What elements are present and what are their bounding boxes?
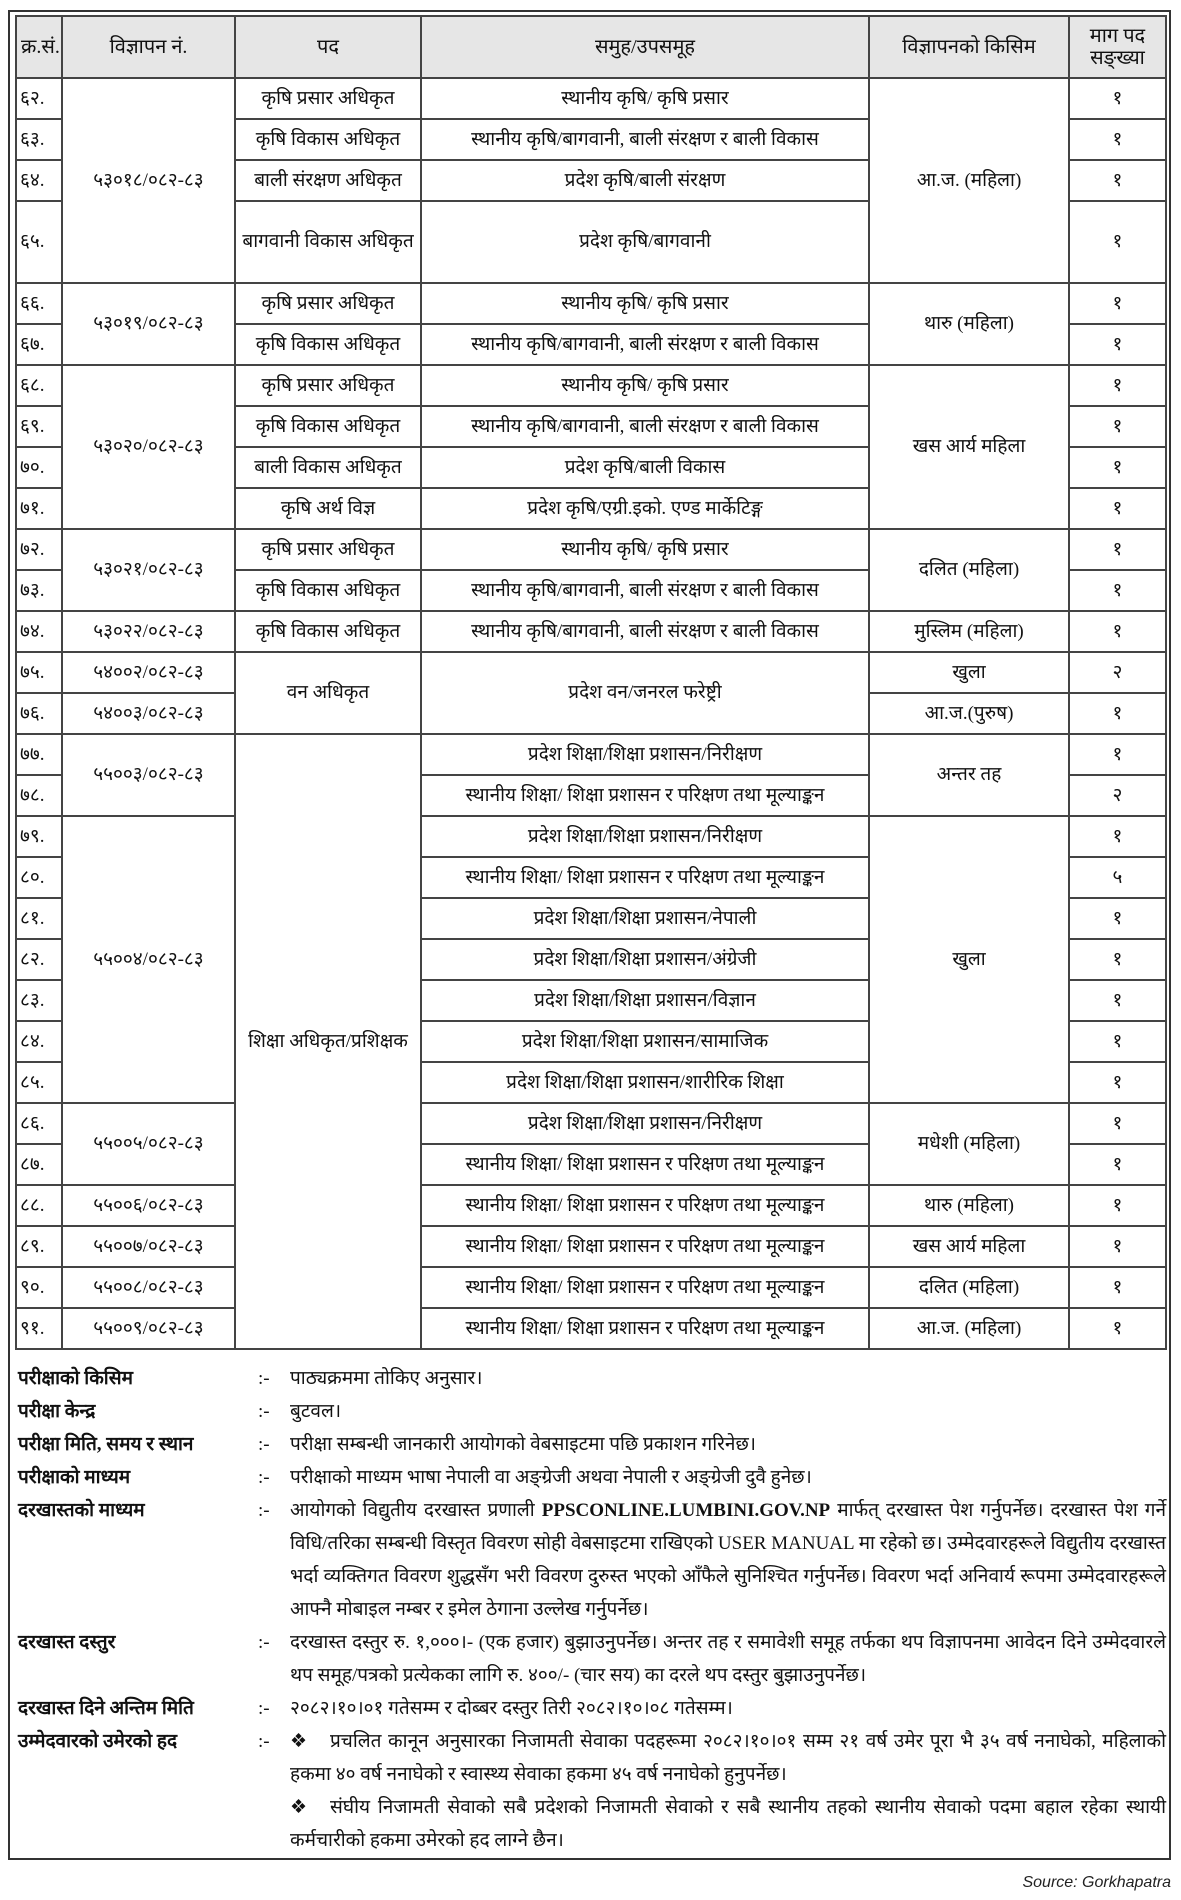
post-count-cell: २ <box>1069 652 1166 693</box>
serial-number-cell: ६३. <box>16 119 62 160</box>
group-cell: प्रदेश कृषि/बाली विकास <box>421 447 869 488</box>
post-count-cell: ५ <box>1069 857 1166 898</box>
group-cell: स्थानीय कृषि/ कृषि प्रसार <box>421 283 869 324</box>
post-cell: कृषि प्रसार अधिकृत <box>235 78 421 119</box>
post-count-cell: १ <box>1069 1103 1166 1144</box>
group-cell: स्थानीय शिक्षा/ शिक्षा प्रशासन र परिक्षण तथा मूल्याङ्कन <box>421 1144 869 1185</box>
serial-number-cell: ६२. <box>16 78 62 119</box>
info-colon: :- <box>258 1467 270 1488</box>
post-count-cell: १ <box>1069 1144 1166 1185</box>
info-colon: :- <box>258 1500 270 1521</box>
info-label: उम्मेदवारको उमेरको हद <box>18 1731 178 1752</box>
serial-number-cell: ८०. <box>16 857 62 898</box>
ad-type-cell: मधेशी (महिला) <box>869 1103 1069 1185</box>
group-cell: स्थानीय शिक्षा/ शिक्षा प्रशासन र परिक्षण तथा मूल्याङ्कन <box>421 775 869 816</box>
group-cell: स्थानीय कृषि/बागवानी, बाली संरक्षण र बाली विकास <box>421 570 869 611</box>
info-label: परीक्षाको माध्यम <box>18 1467 131 1488</box>
table-row <box>16 1103 1166 1144</box>
ad-type-cell: थारु (महिला) <box>869 283 1069 365</box>
group-cell: स्थानीय कृषि/ कृषि प्रसार <box>421 78 869 119</box>
post-count-cell: १ <box>1069 570 1166 611</box>
info-application-fee <box>18 1626 1166 1692</box>
table-row <box>16 1308 1166 1349</box>
ad-number-cell: ५५००६/०८२-८३ <box>62 1185 235 1226</box>
age-point-text: संघीय निजामती सेवाको सबै प्रदेशको निजामती सेवाको र सबै स्थानीय तहको स्थानीय सेवाको पदमा बहाल रहेका स्थायी कर्मचारीको हकमा उमेरको हद लाग्ने छैन। <box>290 1797 1166 1851</box>
serial-number-cell: ६७. <box>16 324 62 365</box>
ad-number-cell: ५५००९/०८२-८३ <box>62 1308 235 1349</box>
info-colon: :- <box>258 1698 270 1719</box>
info-label: दरखास्त दिने अन्तिम मिति <box>18 1698 194 1719</box>
group-cell: स्थानीय शिक्षा/ शिक्षा प्रशासन र परिक्षण तथा मूल्याङ्कन <box>421 1226 869 1267</box>
header-post-count: माग पद सङ्ख्या <box>1069 16 1166 78</box>
serial-number-cell: ६५. <box>16 201 62 283</box>
ad-number-cell: ५५००४/०८२-८३ <box>62 816 235 1103</box>
info-exam-schedule <box>18 1428 1166 1461</box>
info-deadline <box>18 1692 1166 1725</box>
post-count-cell: १ <box>1069 406 1166 447</box>
info-value <box>290 1494 1166 1626</box>
post-count-cell: १ <box>1069 1226 1166 1267</box>
group-cell: प्रदेश वन/जनरल फरेष्ट्री <box>421 652 869 734</box>
serial-number-cell: ७३. <box>16 570 62 611</box>
serial-number-cell: ६९. <box>16 406 62 447</box>
table-header-row <box>16 16 1166 78</box>
table-row <box>16 529 1166 570</box>
ad-type-cell: आ.ज. (महिला) <box>869 78 1069 283</box>
ad-type-cell: आ.ज. (महिला) <box>869 1308 1069 1349</box>
ad-number-cell: ५३०२१/०८२-८३ <box>62 529 235 611</box>
post-count-cell: १ <box>1069 488 1166 529</box>
info-label: दरखास्त दस्तुर <box>18 1632 116 1653</box>
info-value: पाठ्यक्रममा तोकिए अनुसार। <box>290 1368 483 1389</box>
info-value: बुटवल। <box>290 1401 342 1422</box>
ad-type-cell: खुला <box>869 816 1069 1103</box>
ad-number-cell: ५३०२०/०८२-८३ <box>62 365 235 529</box>
group-cell: स्थानीय कृषि/बागवानी, बाली संरक्षण र बाली विकास <box>421 324 869 365</box>
info-value: २०८२।१०।०१ गतेसम्म र दोब्बर दस्तुर तिरी २०८२।१०।०८ गतेसम्म। <box>290 1698 733 1719</box>
info-value: परीक्षा सम्बन्धी जानकारी आयोगको वेबसाइटमा पछि प्रकाशन गरिनेछ। <box>290 1434 756 1455</box>
ad-number-cell: ५४००२/०८२-८३ <box>62 652 235 693</box>
info-value: दरखास्त दस्तुर रु. १,०००।- (एक हजार) बुझाउनुपर्नेछ। अन्तर तह र समावेशी समूह तर्फका थप विज्ञापनमा आवेदन दिने उम्मेदवारले थप समूह/पत्रको प्रत्येकका लागि रु. ४००/- (चार सय) का दरले थप दस्तुर बुझाउनुपर्नेछ। <box>290 1632 1166 1686</box>
table-row <box>16 365 1166 406</box>
post-cell: कृषि विकास अधिकृत <box>235 570 421 611</box>
group-cell: स्थानीय कृषि/बागवानी, बाली संरक्षण र बाली विकास <box>421 406 869 447</box>
post-count-cell: १ <box>1069 980 1166 1021</box>
group-cell: स्थानीय कृषि/बागवानी, बाली संरक्षण र बाली विकास <box>421 119 869 160</box>
serial-number-cell: ७७. <box>16 734 62 775</box>
post-count-cell: १ <box>1069 78 1166 119</box>
age-point <box>290 1791 1166 1857</box>
group-cell: प्रदेश शिक्षा/शिक्षा प्रशासन/अंग्रेजी <box>421 939 869 980</box>
ad-number-cell: ५३०१९/०८२-८३ <box>62 283 235 365</box>
ad-number-cell: ५३०१८/०८२-८३ <box>62 78 235 283</box>
post-count-cell: १ <box>1069 734 1166 775</box>
post-count-cell: १ <box>1069 447 1166 488</box>
ad-type-cell: दलित (महिला) <box>869 529 1069 611</box>
serial-number-cell: ६६. <box>16 283 62 324</box>
table-row <box>16 816 1166 857</box>
serial-number-cell: ८७. <box>16 1144 62 1185</box>
header-post: पद <box>235 16 421 78</box>
exam-info <box>18 1362 1166 1857</box>
info-exam-medium <box>18 1461 1166 1494</box>
vacancy-table <box>15 15 1167 1350</box>
serial-number-cell: ७९. <box>16 816 62 857</box>
post-cell: बाली संरक्षण अधिकृत <box>235 160 421 201</box>
ad-number-cell: ५४००३/०८२-८३ <box>62 693 235 734</box>
ad-number-cell: ५५००७/०८२-८३ <box>62 1226 235 1267</box>
group-cell: प्रदेश शिक्षा/शिक्षा प्रशासन/निरीक्षण <box>421 734 869 775</box>
ad-type-cell: खस आर्य महिला <box>869 1226 1069 1267</box>
source-credit: Source: Gorkhapatra <box>1022 1874 1171 1891</box>
group-cell: प्रदेश कृषि/बाली संरक्षण <box>421 160 869 201</box>
post-cell: कृषि विकास अधिकृत <box>235 406 421 447</box>
info-colon: :- <box>258 1434 270 1455</box>
ad-number-cell: ५५००८/०८२-८३ <box>62 1267 235 1308</box>
serial-number-cell: ८९. <box>16 1226 62 1267</box>
serial-number-cell: ८८. <box>16 1185 62 1226</box>
post-count-cell: १ <box>1069 1185 1166 1226</box>
header-serial: क्र.सं. <box>16 16 62 78</box>
table-row <box>16 78 1166 119</box>
serial-number-cell: ७२. <box>16 529 62 570</box>
info-text: आयोगको विद्युतीय दरखास्त प्रणाली <box>290 1500 535 1521</box>
ad-number-cell: ५५००३/०८२-८३ <box>62 734 235 816</box>
group-cell: स्थानीय शिक्षा/ शिक्षा प्रशासन र परिक्षण तथा मूल्याङ्कन <box>421 1267 869 1308</box>
group-cell: प्रदेश शिक्षा/शिक्षा प्रशासन/नेपाली <box>421 898 869 939</box>
table-row <box>16 734 1166 775</box>
bullet-icon: ❖ <box>290 1731 308 1752</box>
info-label: परीक्षा केन्द्र <box>18 1401 96 1422</box>
table-row <box>16 611 1166 652</box>
website-link[interactable]: PPSCONLINE.LUMBINI.GOV.NP <box>541 1500 831 1521</box>
post-cell: कृषि प्रसार अधिकृत <box>235 529 421 570</box>
group-cell: स्थानीय शिक्षा/ शिक्षा प्रशासन र परिक्षण तथा मूल्याङ्कन <box>421 1308 869 1349</box>
group-cell: स्थानीय शिक्षा/ शिक्षा प्रशासन र परिक्षण तथा मूल्याङ्कन <box>421 857 869 898</box>
info-label: परीक्षाको किसिम <box>18 1368 133 1389</box>
post-cell: बाली विकास अधिकृत <box>235 447 421 488</box>
info-colon: :- <box>258 1368 270 1389</box>
serial-number-cell: ८४. <box>16 1021 62 1062</box>
ad-type-cell: अन्तर तह <box>869 734 1069 816</box>
post-count-cell: १ <box>1069 324 1166 365</box>
serial-number-cell: ८५. <box>16 1062 62 1103</box>
table-row <box>16 1267 1166 1308</box>
post-count-cell: १ <box>1069 1062 1166 1103</box>
post-cell: कृषि विकास अधिकृत <box>235 324 421 365</box>
serial-number-cell: ८६. <box>16 1103 62 1144</box>
ad-type-cell: मुस्लिम (महिला) <box>869 611 1069 652</box>
group-cell: प्रदेश शिक्षा/शिक्षा प्रशासन/निरीक्षण <box>421 1103 869 1144</box>
post-cell: कृषि अर्थ विज्ञ <box>235 488 421 529</box>
serial-number-cell: ८३. <box>16 980 62 1021</box>
post-cell: वन अधिकृत <box>235 652 421 734</box>
group-cell: प्रदेश शिक्षा/शिक्षा प्रशासन/सामाजिक <box>421 1021 869 1062</box>
ad-number-cell: ५५००५/०८२-८३ <box>62 1103 235 1185</box>
serial-number-cell: ७६. <box>16 693 62 734</box>
post-count-cell: १ <box>1069 1021 1166 1062</box>
table-row <box>16 652 1166 693</box>
group-cell: प्रदेश शिक्षा/शिक्षा प्रशासन/शारीरिक शिक्षा <box>421 1062 869 1103</box>
header-ad-type: विज्ञापनको किसिम <box>869 16 1069 78</box>
post-cell: बागवानी विकास अधिकृत <box>235 201 421 283</box>
group-cell: प्रदेश कृषि/एग्री.इको. एण्ड मार्केटिङ्ग <box>421 488 869 529</box>
info-colon: :- <box>258 1632 270 1653</box>
bullet-icon: ❖ <box>290 1797 308 1818</box>
info-exam-center <box>18 1395 1166 1428</box>
post-cell: शिक्षा अधिकृत/प्रशिक्षक <box>235 734 421 1349</box>
group-cell: स्थानीय कृषि/बागवानी, बाली संरक्षण र बाली विकास <box>421 611 869 652</box>
post-cell: कृषि प्रसार अधिकृत <box>235 365 421 406</box>
serial-number-cell: ७१. <box>16 488 62 529</box>
group-cell: स्थानीय शिक्षा/ शिक्षा प्रशासन र परिक्षण तथा मूल्याङ्कन <box>421 1185 869 1226</box>
post-cell: कृषि विकास अधिकृत <box>235 611 421 652</box>
group-cell: स्थानीय कृषि/ कृषि प्रसार <box>421 365 869 406</box>
header-ad-number: विज्ञापन नं. <box>62 16 235 78</box>
table-row <box>16 1185 1166 1226</box>
info-label: परीक्षा मिति, समय र स्थान <box>18 1434 194 1455</box>
post-count-cell: १ <box>1069 816 1166 857</box>
ad-type-cell: दलित (महिला) <box>869 1267 1069 1308</box>
post-count-cell: १ <box>1069 1267 1166 1308</box>
post-count-cell: १ <box>1069 365 1166 406</box>
info-exam-type <box>18 1362 1166 1395</box>
info-value <box>290 1725 1166 1857</box>
post-count-cell: १ <box>1069 160 1166 201</box>
table-row <box>16 283 1166 324</box>
table-row <box>16 1226 1166 1267</box>
post-count-cell: १ <box>1069 611 1166 652</box>
serial-number-cell: ९०. <box>16 1267 62 1308</box>
info-colon: :- <box>258 1731 270 1752</box>
serial-number-cell: ८१. <box>16 898 62 939</box>
ad-type-cell: थारु (महिला) <box>869 1185 1069 1226</box>
ad-type-cell: खस आर्य महिला <box>869 365 1069 529</box>
header-group: समुह/उपसमूह <box>421 16 869 78</box>
ad-type-cell: खुला <box>869 652 1069 693</box>
table-body <box>16 78 1166 1349</box>
ad-number-cell: ५३०२२/०८२-८३ <box>62 611 235 652</box>
post-count-cell: १ <box>1069 283 1166 324</box>
serial-number-cell: ७८. <box>16 775 62 816</box>
post-cell: कृषि प्रसार अधिकृत <box>235 283 421 324</box>
group-cell: प्रदेश कृषि/बागवानी <box>421 201 869 283</box>
serial-number-cell: ६४. <box>16 160 62 201</box>
info-age-limit <box>18 1725 1166 1857</box>
age-point <box>290 1725 1166 1791</box>
info-text: मार्फत् दरखास्त पेश गर्नुपर्नेछ। दरखास्त पेश गर्ने विधि/तरिका सम्बन्धी विस्तृत विवरण सोही वेबसाइटमा राखिएको USER MANUAL मा रहेको छ। उम्मेदवारहरूले विद्युतीय दरखास्त भर्दा व्यक्तिगत विवरण शुद्धसँग भरी विवरण दुरुस्त भएको आँफैले सुनिश्चित गर्नुपर्नेछ। विवरण भर्दा अनिवार्य रूपमा उम्मेदवारहरूले आफ्नै मोबाइल नम्बर र इमेल ठेगाना उल्लेख गर्नुपर्नेछ। <box>290 1500 1167 1620</box>
serial-number-cell: ७५. <box>16 652 62 693</box>
post-count-cell: १ <box>1069 939 1166 980</box>
group-cell: प्रदेश शिक्षा/शिक्षा प्रशासन/विज्ञान <box>421 980 869 1021</box>
post-count-cell: १ <box>1069 119 1166 160</box>
serial-number-cell: ७०. <box>16 447 62 488</box>
post-count-cell: १ <box>1069 529 1166 570</box>
post-count-cell: १ <box>1069 898 1166 939</box>
post-count-cell: १ <box>1069 1308 1166 1349</box>
info-application-medium <box>18 1494 1166 1626</box>
post-cell: कृषि विकास अधिकृत <box>235 119 421 160</box>
serial-number-cell: ६८. <box>16 365 62 406</box>
serial-number-cell: ९१. <box>16 1308 62 1349</box>
serial-number-cell: ७४. <box>16 611 62 652</box>
group-cell: प्रदेश शिक्षा/शिक्षा प्रशासन/निरीक्षण <box>421 816 869 857</box>
ad-type-cell: आ.ज.(पुरुष) <box>869 693 1069 734</box>
group-cell: स्थानीय कृषि/ कृषि प्रसार <box>421 529 869 570</box>
post-count-cell: २ <box>1069 775 1166 816</box>
serial-number-cell: ८२. <box>16 939 62 980</box>
info-label: दरखास्तको माध्यम <box>18 1500 145 1521</box>
age-point-text: प्रचलित कानून अनुसारका निजामती सेवाका पदहरूमा २०८२।१०।०१ सम्म २१ वर्ष उमेर पूरा भै ३५ वर्ष ननाघेको, महिलाको हकमा ४० वर्ष ननाघेको र स्वास्थ्य सेवाका हकमा ४५ वर्ष ननाघेको हुनुपर्नेछ। <box>290 1731 1166 1785</box>
info-colon: :- <box>258 1401 270 1422</box>
post-count-cell: १ <box>1069 201 1166 283</box>
post-count-cell: १ <box>1069 693 1166 734</box>
info-value: परीक्षाको माध्यम भाषा नेपाली वा अङ्ग्रेजी अथवा नेपाली र अङ्ग्रेजी दुवै हुनेछ। <box>290 1467 812 1488</box>
